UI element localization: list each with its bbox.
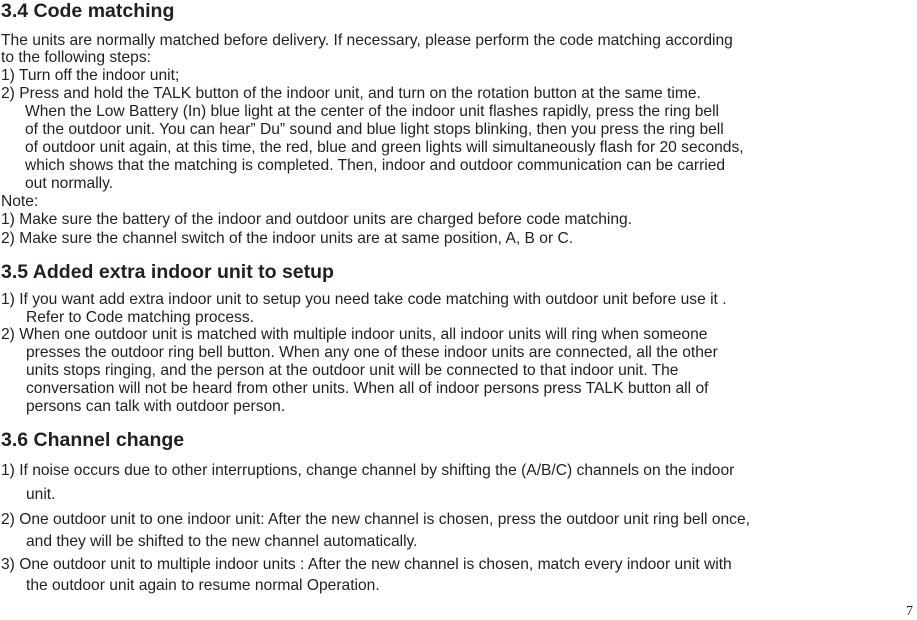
s36-item-2-line-2: and they will be shifted to the new channel automatically.	[26, 533, 418, 550]
note-label: Note:	[1, 193, 39, 210]
step-2-line-6: out normally.	[25, 175, 114, 192]
s36-item-1-line-2: unit.	[26, 486, 56, 503]
s35-item-2-line-3: units stops ringing, and the person at the outdoor unit will be connected to that indoor unit. The	[26, 362, 679, 379]
s36-item-1-line-1: 1) If noise occurs due to other interruptions, change channel by shifting the (A/B/C) channels on the indoor	[1, 462, 735, 479]
intro-line-2: to the following steps:	[1, 49, 151, 66]
s35-item-1-line-1: 1) If you want add extra indoor unit to setup you need take code matching with outdoor unit before use it .	[1, 291, 727, 308]
step-2-line-1: 2) Press and hold the TALK button of the indoor unit, and turn on the rotation button at the same time.	[1, 85, 701, 102]
note-2: 2) Make sure the channel switch of the indoor units are at same position, A, B or C.	[1, 230, 574, 247]
s36-item-3-line-2: the outdoor unit again to resume normal Operation.	[26, 577, 380, 594]
note-1: 1) Make sure the battery of the indoor and outdoor units are charged before code matching.	[1, 211, 633, 228]
s35-item-1-line-2: Refer to Code matching process.	[26, 309, 254, 326]
intro-line-1: The units are normally matched before delivery. If necessary, please perform the code matching according	[1, 32, 733, 49]
s35-item-2-line-2: presses the outdoor ring bell button. When any one of these indoor units are connected, all the other	[26, 344, 718, 361]
step-2-line-2: When the Low Battery (In) blue light at the center of the indoor unit flashes rapidly, press the ring bell	[25, 103, 720, 120]
s36-item-2-line-1: 2) One outdoor unit to one indoor unit: After the new channel is chosen, press the outdoor unit ring bell once,	[1, 511, 750, 528]
heading-code-matching: 3.4 Code matching	[1, 0, 175, 22]
s35-item-2-line-5: persons can talk with outdoor person.	[26, 398, 286, 415]
s36-item-3-line-1: 3) One outdoor unit to multiple indoor units : After the new channel is chosen, match every indoor unit with	[1, 556, 732, 573]
s35-item-2-line-1: 2) When one outdoor unit is matched with multiple indoor units, all indoor units will ring when someone	[1, 326, 708, 343]
step-1: 1) Turn off the indoor unit;	[1, 67, 180, 84]
step-2-line-3: of the outdoor unit. You can hear” Du” sound and blue light stops blinking, then you press the ring bell	[25, 121, 724, 138]
heading-added-indoor-unit: 3.5 Added extra indoor unit to setup	[1, 261, 334, 283]
step-2-line-4: of outdoor unit again, at this time, the red, blue and green lights will simultaneously flash for 20 seconds,	[25, 139, 744, 156]
heading-channel-change: 3.6 Channel change	[1, 429, 185, 451]
step-2-line-5: which shows that the matching is completed. Then, indoor and outdoor communication can be carried	[25, 157, 726, 174]
page-number: 7	[906, 604, 913, 619]
s35-item-2-line-4: conversation will not be heard from other units. When all of indoor persons press TALK button all of	[26, 380, 709, 397]
